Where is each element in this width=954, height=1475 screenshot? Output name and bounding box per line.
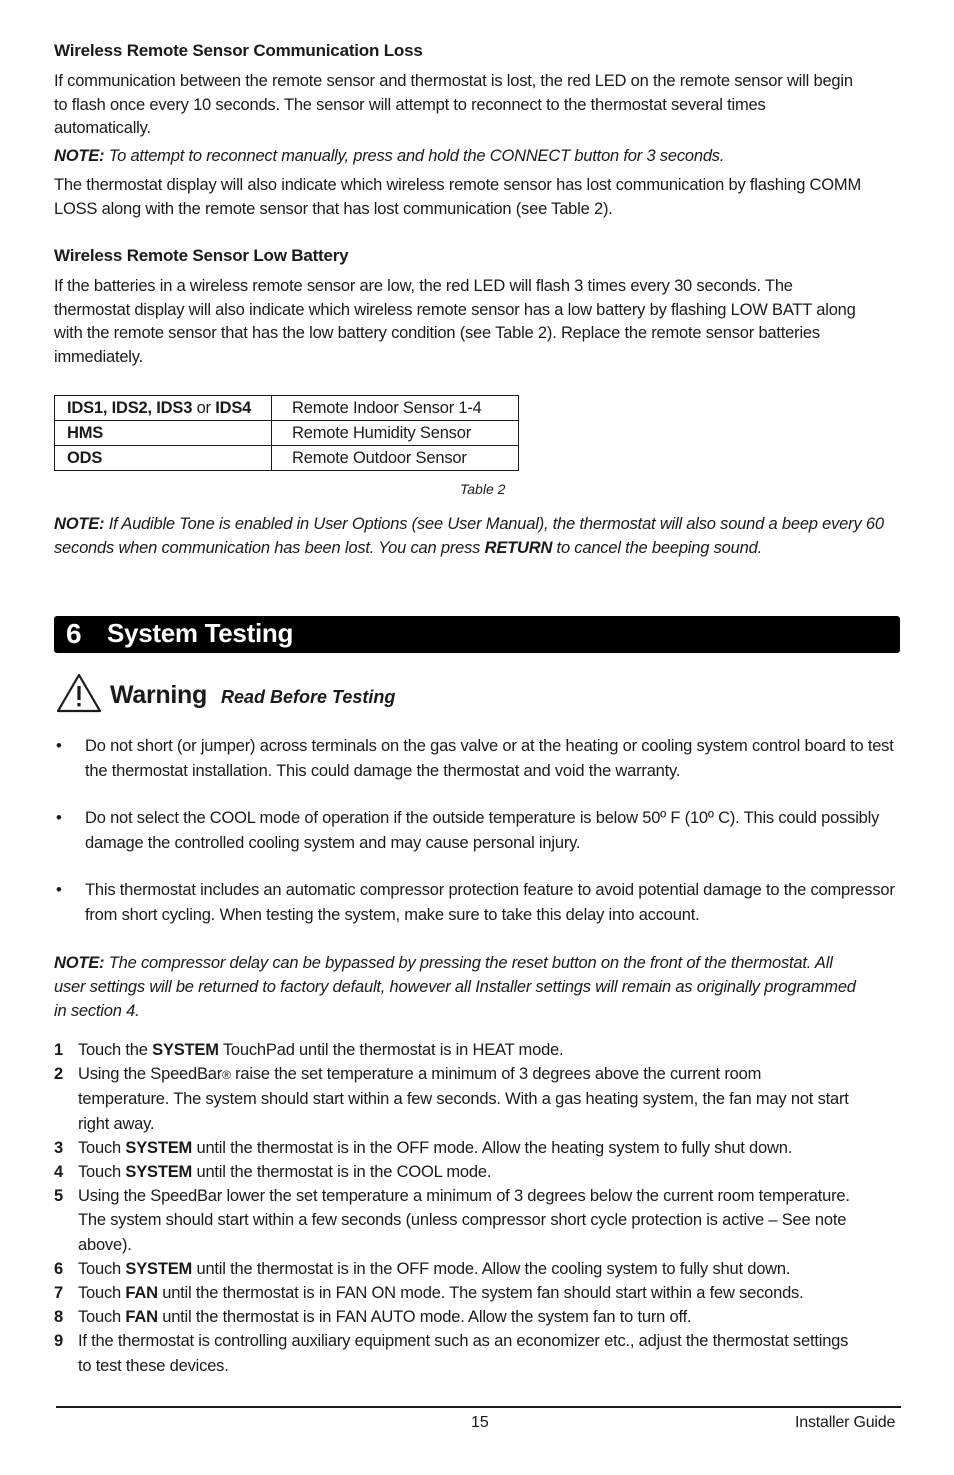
code-ids4: IDS4 [215, 398, 252, 417]
compressor-note [54, 951, 859, 1023]
bullet-dot: • [56, 737, 62, 755]
code-ods: ODS [67, 448, 103, 467]
code-or: or [192, 398, 216, 417]
step-text: Using the SpeedBar lower the set temperature a minimum of 3 degrees below the current room temperature. The system should start within a few seconds (unless compressor short cycle protection is active – See note above). [78, 1187, 850, 1254]
step-keyword: SYSTEM [125, 1163, 193, 1182]
table-cell-desc: Remote Indoor Sensor 1-4 [272, 396, 519, 421]
note-text-end: to cancel the beeping sound. [552, 538, 762, 557]
section-title: System Testing [107, 618, 294, 648]
step-text: Touch [78, 1308, 126, 1327]
step-keyword: FAN [125, 1284, 158, 1303]
step-text: Touch [78, 1284, 126, 1303]
step-text: raise the set temperature a minimum of 3 degrees above the current room temperature. The system should start within a few seconds. With a gas heating system, the fan may not start right away. [78, 1065, 849, 1133]
list-item [54, 878, 894, 928]
note-label: NOTE: [54, 147, 105, 165]
note-text: To attempt to reconnect manually, press and hold the CONNECT button for 3 seconds. [104, 147, 725, 165]
page-number: 15 [471, 1414, 489, 1431]
step-number: 1 [54, 1041, 63, 1059]
step-text: until the thermostat is in the COOL mode. [192, 1163, 492, 1182]
warning-triangle-icon [56, 673, 102, 713]
warning-subheading: Read Before Testing [221, 687, 396, 707]
step-keyword: SYSTEM [125, 1138, 193, 1157]
comm-loss-display-paragraph: The thermostat display will also indicate which wireless remote sensor has lost communication by flashing COMM LOSS along with the remote sensor that has lost communication (see Table 2). [54, 176, 861, 218]
table-row [55, 446, 519, 471]
step-item [54, 1136, 854, 1160]
step-text: until the thermostat is in FAN ON mode. The system fan should start within a few seconds. [157, 1284, 804, 1303]
footer-guide-title: Installer Guide [795, 1414, 896, 1431]
step-text: Touch the [78, 1041, 153, 1059]
section-banner [54, 616, 900, 653]
step-keyword: FAN [125, 1308, 158, 1327]
step-number: 2 [54, 1065, 63, 1084]
note-text: The compressor delay can be bypassed by pressing the reset button on the front of the thermostat. All user settings will be returned to factory default, however all Installer settings will remain as originally programmed in section 4. [54, 954, 856, 1020]
comm-loss-paragraph: If communication between the remote sensor and thermostat is lost, the red LED on the remote sensor will begin to flash once every 10 seconds. The sensor will attempt to reconnect to the thermostat several times automatically. [54, 72, 853, 137]
step-number: 3 [54, 1138, 63, 1157]
table-cell-desc: Remote Outdoor Sensor [272, 446, 519, 471]
bullet-dot: • [56, 809, 62, 827]
section-number: 6 [66, 618, 82, 649]
comm-loss-heading: Wireless Remote Sensor Communication Loss [54, 41, 423, 60]
audible-tone-note [54, 513, 899, 560]
table-row [55, 396, 519, 421]
testing-steps [54, 1038, 854, 1378]
step-item [54, 1305, 854, 1329]
table-caption: Table 2 [460, 481, 506, 497]
step-text: Using the SpeedBar [78, 1065, 223, 1084]
note-text: If Audible Tone is enabled in User Options (see User Manual), the thermostat will also sound a beep every 60 seconds when communication has been lost. You can press [54, 515, 884, 557]
list-item [54, 806, 894, 856]
table-cell-code [55, 421, 272, 446]
step-number: 7 [54, 1284, 63, 1303]
table-row [55, 421, 519, 446]
step-text: until the thermostat is in the OFF mode. Allow the cooling system to fully shut down. [192, 1259, 791, 1278]
note-label: NOTE: [54, 954, 105, 972]
step-keyword: SYSTEM [152, 1041, 219, 1059]
step-text: Touch [78, 1163, 126, 1182]
warning-heading: Warning [110, 681, 207, 709]
note-label: NOTE: [54, 515, 105, 533]
code-ids1-3: IDS1, IDS2, IDS3 [67, 398, 193, 417]
comm-loss-note [54, 145, 894, 169]
code-hms: HMS [67, 423, 104, 442]
step-number: 4 [54, 1163, 63, 1182]
step-item [54, 1257, 854, 1281]
low-battery-heading: Wireless Remote Sensor Low Battery [54, 246, 349, 265]
table-cell-desc: Remote Humidity Sensor [272, 421, 519, 446]
bullet-text: This thermostat includes an automatic compressor protection feature to avoid potential damage to the compressor from short cycling. When testing the system, make sure to take this delay into account. [85, 881, 895, 924]
step-number: 6 [54, 1259, 63, 1278]
step-keyword: SYSTEM [125, 1259, 193, 1278]
bullet-text: Do not select the COOL mode of operation if the outside temperature is below 50º F (10º C). This could possibly damage the controlled cooling system and may cause personal injury. [85, 809, 880, 852]
step-item [54, 1281, 854, 1305]
return-keyword: RETURN [484, 538, 553, 557]
sensor-table [54, 395, 519, 471]
step-text: Touch [78, 1138, 126, 1157]
step-item [54, 1184, 854, 1257]
bullet-dot: • [56, 881, 62, 899]
step-text: until the thermostat is in FAN AUTO mode. Allow the system fan to turn off. [157, 1308, 692, 1327]
step-item [54, 1038, 854, 1062]
step-text: until the thermostat is in the OFF mode. Allow the heating system to fully shut down. [192, 1138, 793, 1157]
step-item [54, 1062, 854, 1136]
list-item [54, 734, 894, 784]
footer-rule [56, 1406, 901, 1408]
registered-mark: ® [222, 1068, 231, 1083]
step-number: 8 [54, 1308, 63, 1327]
step-item [54, 1329, 854, 1377]
step-number: 9 [54, 1332, 63, 1351]
step-text: If the thermostat is controlling auxiliary equipment such as an economizer etc., adjust the thermostat settings to test these devices. [78, 1332, 849, 1375]
bullet-text: Do not short (or jumper) across terminals on the gas valve or at the heating or cooling system control board to test the thermostat installation. This could damage the thermostat and void the warranty. [85, 737, 894, 780]
table-cell-code [55, 396, 272, 421]
step-text: Touch [78, 1259, 126, 1278]
low-battery-paragraph: If the batteries in a wireless remote sensor are low, the red LED will flash 3 times every 30 seconds. The thermostat display will also indicate which wireless remote sensor has a low battery by flashing LOW BATT along with the remote sensor that has the low battery condition (see Table 2). Replace the remote sensor batteries immediately. [54, 277, 856, 366]
step-number: 5 [54, 1187, 63, 1206]
step-item [54, 1160, 854, 1184]
step-text: TouchPad until the thermostat is in HEAT mode. [218, 1041, 564, 1059]
table-cell-code [55, 446, 272, 471]
